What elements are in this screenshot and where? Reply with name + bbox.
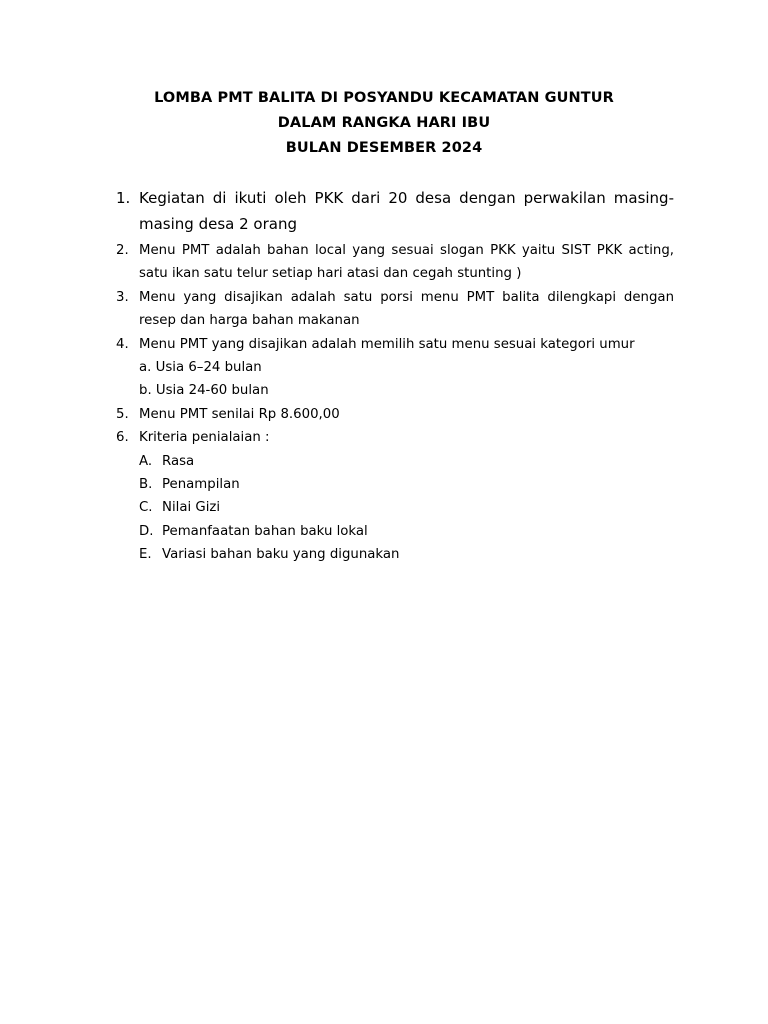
criteria-item bbox=[139, 543, 674, 566]
criteria-letter: B. bbox=[139, 477, 153, 493]
criteria-text: Nilai Gizi bbox=[162, 500, 221, 516]
item-text: Menu PMT adalah bahan local yang sesuai slogan PKK yaitu SIST PKK acting, satu ikan satu telur setiap hari atasi dan cegah stunting ) bbox=[139, 243, 674, 282]
item-number: 3. bbox=[116, 289, 129, 305]
rules-list bbox=[116, 185, 674, 567]
criteria-letter: A. bbox=[139, 453, 153, 469]
age-category-item: b. Usia 24-60 bulan bbox=[139, 383, 269, 399]
criteria-text: Pemanfaatan bahan baku lokal bbox=[162, 523, 368, 539]
title-line-2: DALAM RANGKA HARI IBU bbox=[277, 115, 491, 131]
item-number: 4. bbox=[116, 336, 129, 352]
criteria-item bbox=[139, 520, 674, 543]
criteria-text: Penampilan bbox=[162, 477, 240, 493]
list-item bbox=[116, 239, 674, 286]
list-item bbox=[116, 333, 674, 403]
criteria-item bbox=[139, 496, 674, 519]
list-item bbox=[116, 403, 674, 426]
item-number: 2. bbox=[116, 243, 129, 258]
document-title bbox=[0, 86, 768, 161]
item-number: 1. bbox=[116, 189, 131, 207]
criteria-letter: E. bbox=[139, 547, 152, 563]
criteria-item bbox=[139, 473, 674, 496]
criteria-list bbox=[139, 450, 674, 567]
list-item bbox=[116, 426, 674, 566]
age-category-item: a. Usia 6–24 bulan bbox=[139, 360, 262, 376]
criteria-item bbox=[139, 450, 674, 473]
item-text: Menu PMT senilai Rp 8.600,00 bbox=[139, 406, 340, 422]
item-number: 6. bbox=[116, 430, 129, 446]
list-item bbox=[116, 185, 674, 237]
title-line-1: LOMBA PMT BALITA DI POSYANDU KECAMATAN GUNTUR bbox=[154, 90, 614, 106]
item-number: 5. bbox=[116, 406, 129, 422]
criteria-letter: D. bbox=[139, 523, 154, 539]
item-text: Kegiatan di ikuti oleh PKK dari 20 desa dengan perwakilan masing-masing desa 2 orang bbox=[139, 189, 674, 233]
list-item bbox=[116, 286, 674, 333]
item-text: Kriteria penialaian : bbox=[139, 430, 270, 446]
item-text: Menu PMT yang disajikan adalah memilih satu menu sesuai kategori umur bbox=[139, 336, 635, 352]
item-text: Menu yang disajikan adalah satu porsi menu PMT balita dilengkapi dengan resep dan harga bahan makanan bbox=[139, 289, 674, 329]
age-category-list bbox=[139, 356, 674, 403]
criteria-text: Rasa bbox=[162, 453, 195, 469]
criteria-letter: C. bbox=[139, 500, 153, 516]
criteria-text: Variasi bahan baku yang digunakan bbox=[162, 547, 400, 563]
title-line-3: BULAN DESEMBER 2024 bbox=[285, 140, 483, 156]
